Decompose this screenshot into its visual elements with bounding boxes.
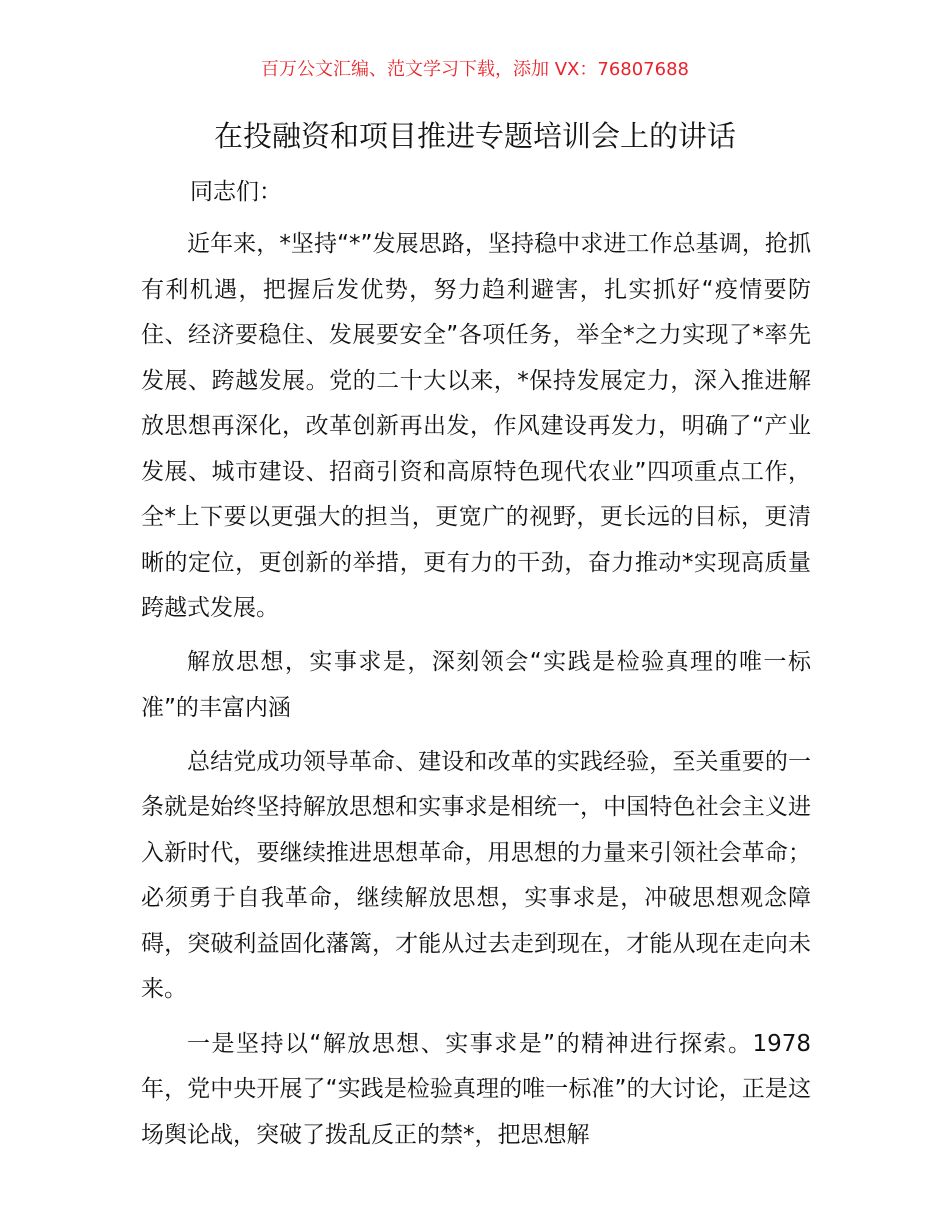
section-heading: 解放思想，实事求是，深刻领会“实践是检验真理的唯一标准”的丰富内涵 xyxy=(141,649,811,721)
paragraph: 近年来，*坚持“*”发展思路，坚持稳中求进工作总基调，抢抓有利机遇，把握后发优势，努力趋利避害，扎实抓好“疫情要防住、经济要稳住、发展要安全”各项任务，举全*之力实现了*率先发展、跨越发展。党的二十大以来，*保持发展定力，深入推进解放思想再深化，改革创新再出发，作风建设再发力，明确了“产业发展、城市建设、招商引资和高原特色现代农业”四项重点工作，全*上下要以更强大的担当，更宽广的视野，更长远的目标，更清晰的定位，更创新的举措，更有力的干劲，奋力推动*实现高质量跨越式发展。 xyxy=(141,231,811,621)
salutation: 同志们： xyxy=(190,179,282,205)
paragraph: 总结党成功领导革命、建设和改革的实践经验，至关重要的一条就是始终坚持解放思想和实事求是相统一，中国特色社会主义进入新时代，要继续推进思想革命，用思想的力量来引领社会革命；必须勇于自我革命，继续解放思想，实事求是，冲破思想观念障碍，突破利益固化藩篱，才能从过去走到现在，才能从现在走向未来。 xyxy=(141,748,811,1003)
watermark-header: 百万公文汇编、范文学习下载，添加 VX：76807688 xyxy=(261,59,689,80)
paragraph: 一是坚持以“解放思想、实事求是”的精神进行探索。1978 年，党中央开展了“实践是检验真理的唯一标准”的大讨论，正是这场舆论战，突破了拨乱反正的禁*，把思想解 xyxy=(141,1030,811,1148)
document-body xyxy=(141,222,811,1167)
document-title: 在投融资和项目推进专题培训会上的讲话 xyxy=(213,119,736,153)
